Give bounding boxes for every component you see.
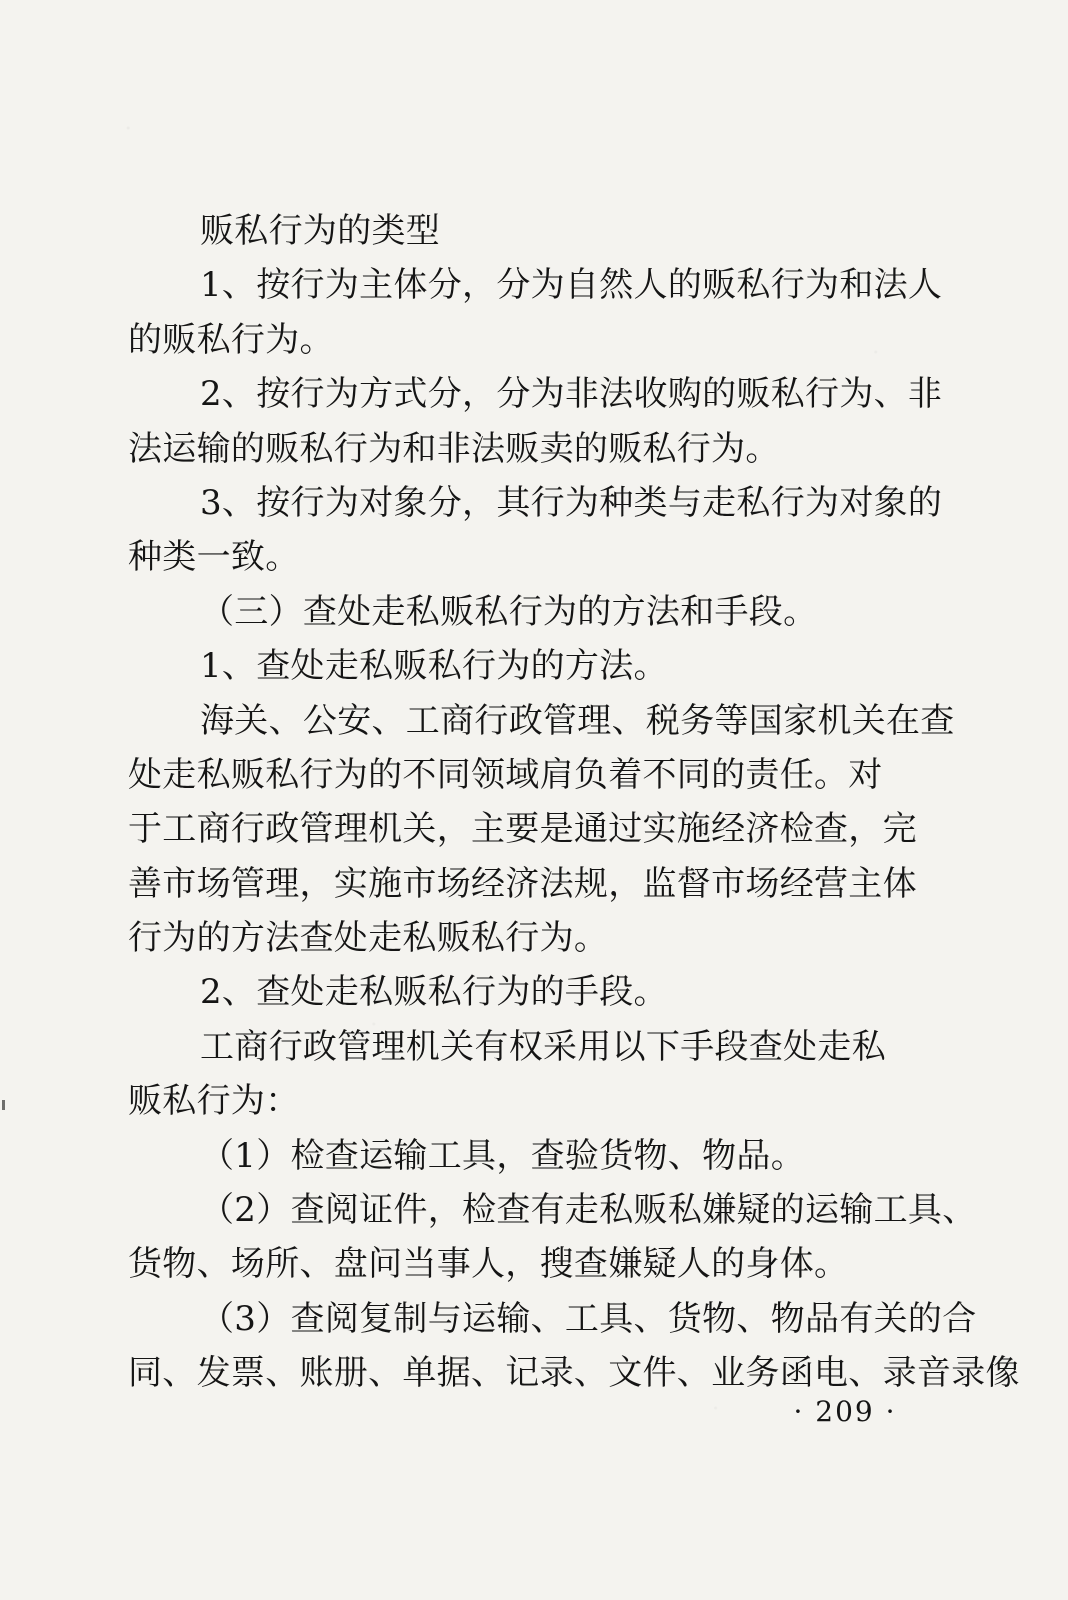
body-text — [128, 204, 1020, 1401]
paragraph-line: 法运输的贩私行为和非法贩卖的贩私行为。 — [128, 428, 780, 469]
list-item-continuation: 同、发票、账册、单据、记录、文件、业务函电、录音录像 — [128, 1353, 1020, 1394]
subsection-heading: 2、查处走私贩私行为的手段。 — [200, 972, 668, 1013]
paragraph-line: 贩私行为： — [128, 1081, 300, 1122]
paragraph-line: 海关、公安、工商行政管理、税务等国家机关在查 — [200, 700, 955, 741]
list-item-continuation: 货物、场所、盘问当事人，搜查嫌疑人的身体。 — [128, 1244, 849, 1285]
list-item: （1）检查运输工具，查验货物、物品。 — [200, 1135, 806, 1176]
paragraph-line: 善市场管理，实施市场经济法规，监督市场经营主体 — [128, 863, 917, 904]
paragraph-line: 行为的方法查处走私贩私行为。 — [128, 918, 609, 959]
paragraph-line: 于工商行政管理机关，主要是通过实施经济检查，完 — [128, 809, 917, 850]
list-item: （3）查阅复制与运输、工具、货物、物品有关的合 — [200, 1298, 977, 1339]
subsection-heading: 1、查处走私贩私行为的方法。 — [200, 646, 668, 687]
paragraph-line: 种类一致。 — [128, 537, 300, 578]
paragraph-line: 工商行政管理机关有权采用以下手段查处走私 — [200, 1026, 886, 1067]
paragraph-line: 2、按行为方式分，分为非法收购的贩私行为、非 — [200, 374, 943, 415]
list-item: （2）查阅证件，检查有走私贩私嫌疑的运输工具、 — [200, 1190, 977, 1231]
page-number: · 209 · — [793, 1395, 897, 1428]
paragraph-line: 1、按行为主体分，分为自然人的贩私行为和法人 — [200, 265, 943, 306]
paragraph-line: 的贩私行为。 — [128, 319, 334, 360]
section-heading: （三）查处走私贩私行为的方法和手段。 — [200, 591, 818, 632]
paragraph-line: 3、按行为对象分，其行为种类与走私行为对象的 — [200, 482, 943, 523]
scan-mark — [2, 1100, 5, 1110]
paragraph-line: 处走私贩私行为的不同领域肩负着不同的责任。对 — [128, 754, 883, 795]
section-heading: 贩私行为的类型 — [200, 211, 441, 251]
